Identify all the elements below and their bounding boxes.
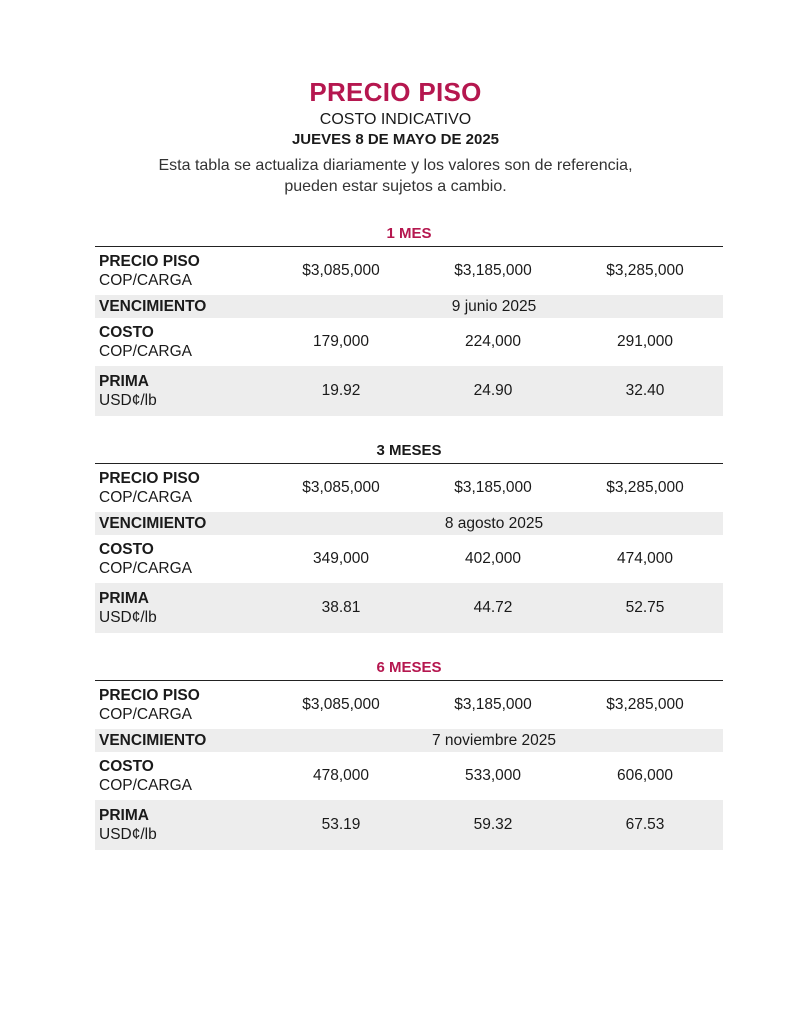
value-cell: 59.32 bbox=[473, 816, 513, 833]
vencimiento-date: 9 junio 2025 bbox=[451, 297, 537, 315]
row-label-main: PRECIO PISO bbox=[99, 470, 200, 487]
section-6-meses bbox=[95, 656, 723, 850]
value-cell: $3,285,000 bbox=[606, 262, 684, 279]
row-label-unit: USD¢/lb bbox=[99, 392, 157, 409]
value-cell: 24.90 bbox=[473, 382, 513, 399]
value-cell: 478,000 bbox=[312, 767, 370, 784]
vencimiento-date: 8 agosto 2025 bbox=[444, 514, 544, 532]
costo-row bbox=[95, 535, 723, 583]
value-cell: 44.72 bbox=[473, 599, 513, 616]
vencimiento-row bbox=[95, 295, 723, 318]
value-cell: $3,085,000 bbox=[302, 479, 380, 496]
value-cell: 291,000 bbox=[616, 333, 674, 350]
value-cell: $3,185,000 bbox=[454, 696, 532, 713]
value-cell: $3,085,000 bbox=[302, 262, 380, 279]
row-label-main: VENCIMIENTO bbox=[99, 515, 207, 532]
section-1-mes bbox=[95, 222, 723, 416]
costo-row bbox=[95, 752, 723, 800]
row-label-main: PRECIO PISO bbox=[99, 253, 200, 270]
precio-piso-row bbox=[95, 464, 723, 512]
row-label-unit: USD¢/lb bbox=[99, 609, 157, 626]
row-label bbox=[95, 512, 265, 535]
value-cell: 402,000 bbox=[464, 550, 522, 567]
page-date: JUEVES 8 DE MAYO DE 2025 bbox=[291, 131, 500, 148]
row-label bbox=[95, 729, 265, 752]
value-cell: 32.40 bbox=[625, 382, 665, 399]
row-label-main: COSTO bbox=[99, 324, 154, 341]
value-cell: $3,185,000 bbox=[454, 479, 532, 496]
value-cell: 349,000 bbox=[312, 550, 370, 567]
row-label-main: PRECIO PISO bbox=[99, 687, 200, 704]
row-label-unit: COP/CARGA bbox=[99, 777, 193, 794]
vencimiento-row bbox=[95, 729, 723, 752]
row-label bbox=[95, 806, 265, 844]
section-title: 3 MESES bbox=[376, 442, 442, 459]
row-label-unit: COP/CARGA bbox=[99, 489, 193, 506]
value-cell: $3,085,000 bbox=[302, 696, 380, 713]
row-label-unit: COP/CARGA bbox=[99, 560, 193, 577]
row-label bbox=[95, 540, 265, 578]
vencimiento-row bbox=[95, 512, 723, 535]
value-cell: 533,000 bbox=[464, 767, 522, 784]
row-label-main: VENCIMIENTO bbox=[99, 732, 207, 749]
vencimiento-date: 7 noviembre 2025 bbox=[431, 731, 557, 749]
page-subtitle: COSTO INDICATIVO bbox=[319, 111, 472, 128]
precio-piso-row bbox=[95, 681, 723, 729]
page-header bbox=[0, 76, 791, 197]
value-cell: 53.19 bbox=[321, 816, 361, 833]
disclaimer-note bbox=[0, 155, 791, 197]
page-title: PRECIO PISO bbox=[309, 77, 482, 107]
row-label-main: PRIMA bbox=[99, 590, 149, 607]
value-cell: 474,000 bbox=[616, 550, 674, 567]
row-label bbox=[95, 686, 265, 724]
value-cell: 19.92 bbox=[321, 382, 361, 399]
prima-row bbox=[95, 800, 723, 850]
value-cell: 606,000 bbox=[616, 767, 674, 784]
value-cell: $3,285,000 bbox=[606, 696, 684, 713]
value-cell: 67.53 bbox=[625, 816, 665, 833]
disclaimer-line-1: Esta tabla se actualiza diariamente y los valores son de referencia, bbox=[158, 157, 633, 174]
row-label bbox=[95, 757, 265, 795]
value-cell: 224,000 bbox=[464, 333, 522, 350]
costo-row bbox=[95, 318, 723, 366]
row-label-main: PRIMA bbox=[99, 373, 149, 390]
row-label-main: COSTO bbox=[99, 541, 154, 558]
row-label-main: VENCIMIENTO bbox=[99, 298, 207, 315]
value-cell: 179,000 bbox=[312, 333, 370, 350]
row-label bbox=[95, 469, 265, 507]
row-label-unit: USD¢/lb bbox=[99, 826, 157, 843]
row-label-unit: COP/CARGA bbox=[99, 343, 193, 360]
disclaimer-line-2: pueden estar sujetos a cambio. bbox=[284, 178, 507, 195]
section-title: 6 MESES bbox=[376, 659, 442, 676]
value-cell: $3,285,000 bbox=[606, 479, 684, 496]
row-label-unit: COP/CARGA bbox=[99, 272, 193, 289]
value-cell: 52.75 bbox=[625, 599, 665, 616]
row-label bbox=[95, 252, 265, 290]
value-cell: $3,185,000 bbox=[454, 262, 532, 279]
row-label-main: COSTO bbox=[99, 758, 154, 775]
row-label bbox=[95, 372, 265, 410]
section-3-meses bbox=[95, 439, 723, 633]
value-cell: 38.81 bbox=[321, 599, 361, 616]
row-label bbox=[95, 295, 265, 318]
precio-piso-row bbox=[95, 247, 723, 295]
row-label-unit: COP/CARGA bbox=[99, 706, 193, 723]
prima-row bbox=[95, 366, 723, 416]
row-label-main: PRIMA bbox=[99, 807, 149, 824]
prima-row bbox=[95, 583, 723, 633]
row-label bbox=[95, 323, 265, 361]
section-title: 1 MES bbox=[386, 225, 432, 242]
row-label bbox=[95, 589, 265, 627]
